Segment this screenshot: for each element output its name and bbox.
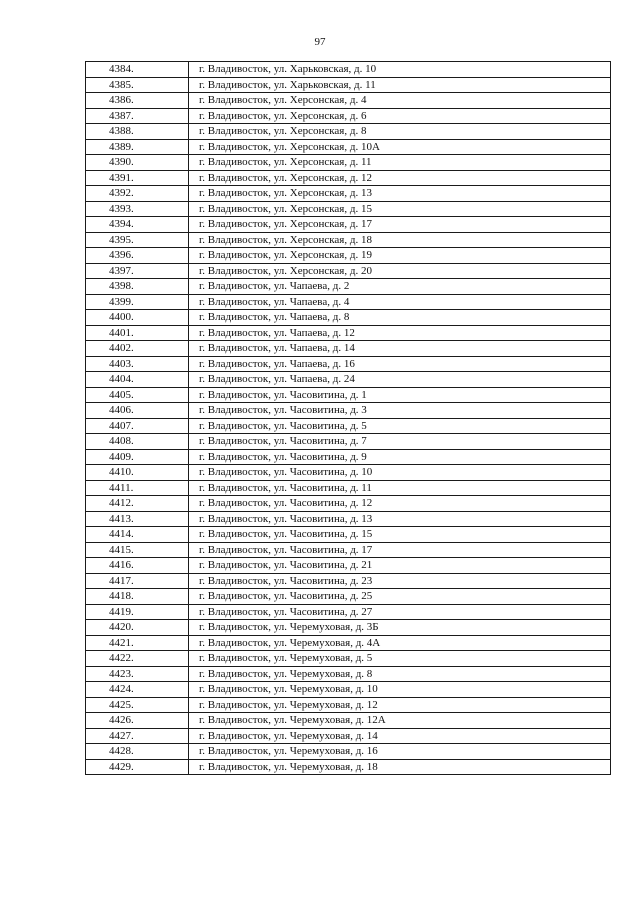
address-cell: г. Владивосток, ул. Чапаева, д. 24 <box>189 372 611 388</box>
row-number-cell: 4428. <box>86 744 189 760</box>
table-row <box>86 232 611 248</box>
address-cell: г. Владивосток, ул. Часовитина, д. 10 <box>189 465 611 481</box>
row-number-cell: 4397. <box>86 263 189 279</box>
address-cell: г. Владивосток, ул. Черемуховая, д. 16 <box>189 744 611 760</box>
address-cell: г. Владивосток, ул. Часовитина, д. 12 <box>189 496 611 512</box>
row-number-cell: 4407. <box>86 418 189 434</box>
row-number-cell: 4390. <box>86 155 189 171</box>
table-row <box>86 325 611 341</box>
row-number-cell: 4406. <box>86 403 189 419</box>
address-cell: г. Владивосток, ул. Чапаева, д. 8 <box>189 310 611 326</box>
row-number-cell: 4421. <box>86 635 189 651</box>
table-row <box>86 418 611 434</box>
address-cell: г. Владивосток, ул. Чапаева, д. 14 <box>189 341 611 357</box>
table-row <box>86 589 611 605</box>
row-number-cell: 4412. <box>86 496 189 512</box>
address-cell: г. Владивосток, ул. Черемуховая, д. 18 <box>189 759 611 775</box>
row-number-cell: 4401. <box>86 325 189 341</box>
row-number-cell: 4422. <box>86 651 189 667</box>
row-number-cell: 4392. <box>86 186 189 202</box>
table-row <box>86 387 611 403</box>
table-row <box>86 759 611 775</box>
table-row <box>86 310 611 326</box>
table-row <box>86 728 611 744</box>
row-number-cell: 4410. <box>86 465 189 481</box>
address-cell: г. Владивосток, ул. Чапаева, д. 2 <box>189 279 611 295</box>
row-number-cell: 4415. <box>86 542 189 558</box>
address-cell: г. Владивосток, ул. Херсонская, д. 12 <box>189 170 611 186</box>
row-number-cell: 4413. <box>86 511 189 527</box>
table-row <box>86 511 611 527</box>
row-number-cell: 4400. <box>86 310 189 326</box>
row-number-cell: 4385. <box>86 77 189 93</box>
address-cell: г. Владивосток, ул. Херсонская, д. 19 <box>189 248 611 264</box>
address-cell: г. Владивосток, ул. Чапаева, д. 4 <box>189 294 611 310</box>
table-row <box>86 496 611 512</box>
row-number-cell: 4414. <box>86 527 189 543</box>
table-row <box>86 124 611 140</box>
address-cell: г. Владивосток, ул. Часовитина, д. 23 <box>189 573 611 589</box>
row-number-cell: 4405. <box>86 387 189 403</box>
address-cell: г. Владивосток, ул. Часовитина, д. 27 <box>189 604 611 620</box>
row-number-cell: 4402. <box>86 341 189 357</box>
table-row <box>86 558 611 574</box>
address-cell: г. Владивосток, ул. Черемуховая, д. 10 <box>189 682 611 698</box>
table-row <box>86 108 611 124</box>
address-cell: г. Владивосток, ул. Херсонская, д. 4 <box>189 93 611 109</box>
address-cell: г. Владивосток, ул. Херсонская, д. 11 <box>189 155 611 171</box>
table-row <box>86 480 611 496</box>
address-cell: г. Владивосток, ул. Часовитина, д. 3 <box>189 403 611 419</box>
row-number-cell: 4409. <box>86 449 189 465</box>
table-row <box>86 666 611 682</box>
address-cell: г. Владивосток, ул. Часовитина, д. 5 <box>189 418 611 434</box>
table-row <box>86 635 611 651</box>
table-row <box>86 279 611 295</box>
table-row <box>86 248 611 264</box>
table-body <box>86 62 611 775</box>
address-cell: г. Владивосток, ул. Часовитина, д. 9 <box>189 449 611 465</box>
row-number-cell: 4396. <box>86 248 189 264</box>
table-row <box>86 465 611 481</box>
row-number-cell: 4411. <box>86 480 189 496</box>
row-number-cell: 4391. <box>86 170 189 186</box>
table-row <box>86 403 611 419</box>
row-number-cell: 4423. <box>86 666 189 682</box>
table-row <box>86 713 611 729</box>
address-cell: г. Владивосток, ул. Херсонская, д. 20 <box>189 263 611 279</box>
address-cell: г. Владивосток, ул. Часовитина, д. 15 <box>189 527 611 543</box>
address-cell: г. Владивосток, ул. Херсонская, д. 13 <box>189 186 611 202</box>
table-row <box>86 449 611 465</box>
address-cell: г. Владивосток, ул. Чапаева, д. 12 <box>189 325 611 341</box>
row-number-cell: 4388. <box>86 124 189 140</box>
row-number-cell: 4399. <box>86 294 189 310</box>
row-number-cell: 4395. <box>86 232 189 248</box>
row-number-cell: 4408. <box>86 434 189 450</box>
table-row <box>86 93 611 109</box>
row-number-cell: 4398. <box>86 279 189 295</box>
row-number-cell: 4384. <box>86 62 189 78</box>
address-cell: г. Владивосток, ул. Чапаева, д. 16 <box>189 356 611 372</box>
table-row <box>86 77 611 93</box>
address-cell: г. Владивосток, ул. Черемуховая, д. 4А <box>189 635 611 651</box>
row-number-cell: 4426. <box>86 713 189 729</box>
address-cell: г. Владивосток, ул. Черемуховая, д. 5 <box>189 651 611 667</box>
page-number: 97 <box>314 36 326 48</box>
table-row <box>86 744 611 760</box>
address-cell: г. Владивосток, ул. Харьковская, д. 11 <box>189 77 611 93</box>
row-number-cell: 4424. <box>86 682 189 698</box>
table-row <box>86 697 611 713</box>
address-cell: г. Владивосток, ул. Херсонская, д. 6 <box>189 108 611 124</box>
address-cell: г. Владивосток, ул. Херсонская, д. 17 <box>189 217 611 233</box>
address-table <box>85 61 611 775</box>
address-cell: г. Владивосток, ул. Херсонская, д. 10А <box>189 139 611 155</box>
row-number-cell: 4417. <box>86 573 189 589</box>
table-row <box>86 263 611 279</box>
row-number-cell: 4387. <box>86 108 189 124</box>
row-number-cell: 4389. <box>86 139 189 155</box>
table-row <box>86 682 611 698</box>
table-row <box>86 294 611 310</box>
table-row <box>86 620 611 636</box>
address-cell: г. Владивосток, ул. Часовитина, д. 7 <box>189 434 611 450</box>
table-row <box>86 139 611 155</box>
row-number-cell: 4420. <box>86 620 189 636</box>
address-cell: г. Владивосток, ул. Часовитина, д. 17 <box>189 542 611 558</box>
row-number-cell: 4403. <box>86 356 189 372</box>
table-row <box>86 604 611 620</box>
table-row <box>86 217 611 233</box>
row-number-cell: 4429. <box>86 759 189 775</box>
row-number-cell: 4418. <box>86 589 189 605</box>
table-row <box>86 527 611 543</box>
address-cell: г. Владивосток, ул. Херсонская, д. 8 <box>189 124 611 140</box>
table-row <box>86 341 611 357</box>
address-cell: г. Владивосток, ул. Черемуховая, д. 3Б <box>189 620 611 636</box>
address-cell: г. Владивосток, ул. Черемуховая, д. 12А <box>189 713 611 729</box>
row-number-cell: 4404. <box>86 372 189 388</box>
row-number-cell: 4427. <box>86 728 189 744</box>
table-row <box>86 651 611 667</box>
address-cell: г. Владивосток, ул. Херсонская, д. 15 <box>189 201 611 217</box>
table-row <box>86 201 611 217</box>
row-number-cell: 4386. <box>86 93 189 109</box>
table-row <box>86 372 611 388</box>
address-cell: г. Владивосток, ул. Черемуховая, д. 14 <box>189 728 611 744</box>
table-row <box>86 170 611 186</box>
address-cell: г. Владивосток, ул. Часовитина, д. 13 <box>189 511 611 527</box>
address-cell: г. Владивосток, ул. Харьковская, д. 10 <box>189 62 611 78</box>
table-row <box>86 356 611 372</box>
address-cell: г. Владивосток, ул. Черемуховая, д. 8 <box>189 666 611 682</box>
table-row <box>86 155 611 171</box>
table-row <box>86 62 611 78</box>
row-number-cell: 4393. <box>86 201 189 217</box>
row-number-cell: 4419. <box>86 604 189 620</box>
address-cell: г. Владивосток, ул. Часовитина, д. 25 <box>189 589 611 605</box>
row-number-cell: 4394. <box>86 217 189 233</box>
table-row <box>86 434 611 450</box>
table-row <box>86 542 611 558</box>
row-number-cell: 4425. <box>86 697 189 713</box>
address-cell: г. Владивосток, ул. Часовитина, д. 11 <box>189 480 611 496</box>
address-cell: г. Владивосток, ул. Херсонская, д. 18 <box>189 232 611 248</box>
row-number-cell: 4416. <box>86 558 189 574</box>
address-cell: г. Владивосток, ул. Часовитина, д. 21 <box>189 558 611 574</box>
address-cell: г. Владивосток, ул. Черемуховая, д. 12 <box>189 697 611 713</box>
table-row <box>86 186 611 202</box>
address-cell: г. Владивосток, ул. Часовитина, д. 1 <box>189 387 611 403</box>
table-row <box>86 573 611 589</box>
